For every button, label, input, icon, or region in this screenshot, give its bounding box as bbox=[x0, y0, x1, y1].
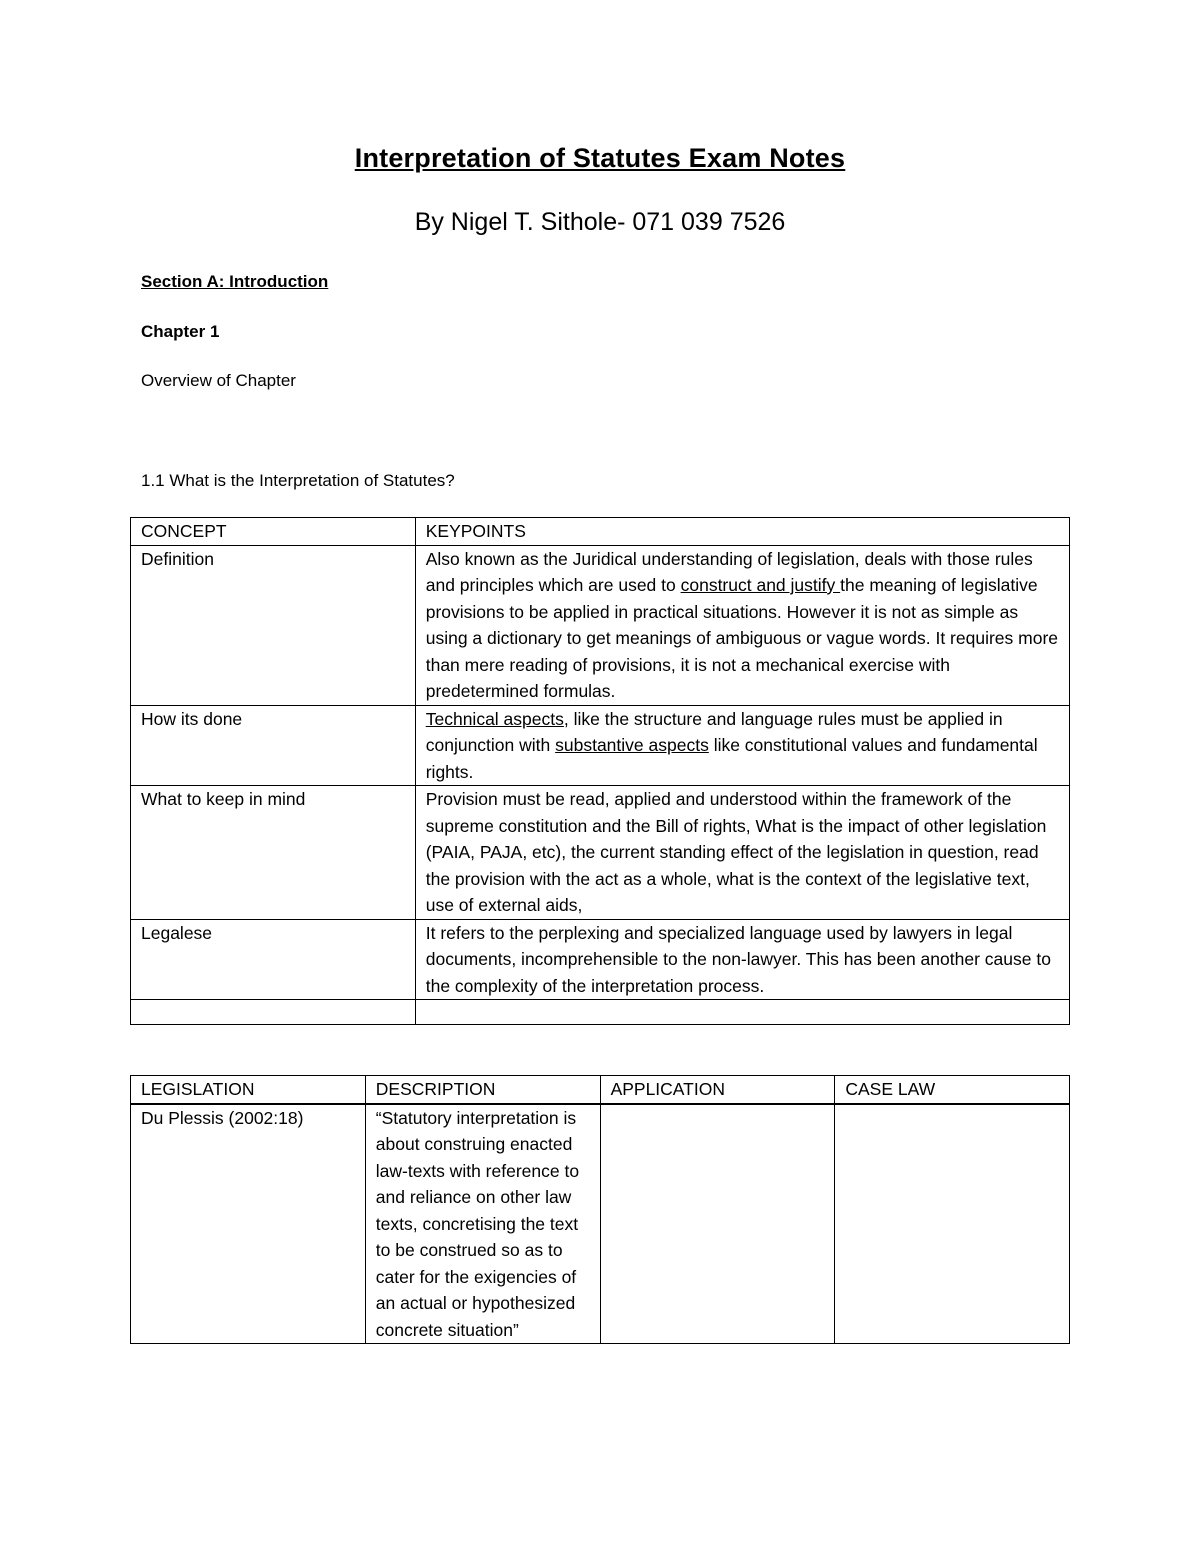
chapter-heading: Chapter 1 bbox=[141, 322, 220, 341]
page-title: Interpretation of Statutes Exam Notes bbox=[354, 143, 846, 173]
keypoints-underlined: Technical aspects bbox=[425, 708, 564, 729]
empty-cell bbox=[131, 1000, 416, 1025]
keypoints-text: Also known as the Juridical understanding of legislation, deals with those rules and principles which are used to bbox=[425, 548, 1033, 595]
keypoints-text: like constitutional values and fundamental rights. bbox=[425, 735, 1038, 782]
table-header-row bbox=[131, 518, 1070, 546]
description-cell: “Statutory interpretation is about construing enacted law-texts with reference to and reliance on other law texts, concretising the text to be construed so as to cater for the exigencies of an actual or hypothesized concrete situation” bbox=[365, 1104, 600, 1344]
keypoints-underlined: construct and justify bbox=[680, 575, 841, 595]
keypoints-cell: Provision must be read, applied and understood within the framework of the supreme constitution and the Bill of rights, What is the impact of other legislation (PAIA, PAJA, etc), the current standing effect of the legislation in question, read the provision with the act as a whole, what is the context of the legislative text, use of external aids, bbox=[415, 786, 1069, 920]
table-header-row bbox=[131, 1076, 1070, 1104]
concept-cell: Definition bbox=[131, 545, 416, 705]
keypoints-cell bbox=[415, 705, 1069, 786]
author-line: By Nigel T. Sithole- 071 039 7526 bbox=[414, 208, 786, 236]
concept-cell: How its done bbox=[131, 705, 416, 786]
overview-label: Overview of Chapter bbox=[141, 371, 296, 390]
table-row bbox=[131, 919, 1070, 1000]
column-header-concept: CONCEPT bbox=[131, 518, 416, 546]
concept-cell: Legalese bbox=[131, 919, 416, 1000]
table-row bbox=[131, 545, 1070, 705]
keypoints-text: , like the structure and language rules must be applied in conjunction with bbox=[425, 708, 1003, 755]
column-header-case-law: CASE LAW bbox=[835, 1076, 1070, 1104]
keypoints-cell: It refers to the perplexing and specialized language used by lawyers in legal documents, incomprehensible to the non-lawyer. This has been another cause to the complexity of the interpretation process. bbox=[415, 919, 1069, 1000]
column-header-description: DESCRIPTION bbox=[365, 1076, 600, 1104]
concept-cell: What to keep in mind bbox=[131, 786, 416, 920]
table-row bbox=[131, 1104, 1070, 1344]
column-header-keypoints: KEYPOINTS bbox=[415, 518, 1069, 546]
keypoints-underlined: substantive aspects bbox=[555, 735, 709, 755]
subsection-heading: 1.1 What is the Interpretation of Statutes? bbox=[141, 471, 455, 490]
keypoints-cell bbox=[415, 545, 1069, 705]
table-row bbox=[131, 786, 1070, 920]
table-row bbox=[131, 705, 1070, 786]
empty-table-row bbox=[131, 1000, 1070, 1025]
section-heading: Section A: Introduction bbox=[141, 272, 329, 291]
column-header-legislation: LEGISLATION bbox=[131, 1076, 366, 1104]
legislation-table bbox=[130, 1075, 1070, 1344]
keypoints-text: the meaning of legislative provisions to be applied in practical situations. However it is not as simple as using a dictionary to get meanings of ambiguous or vague words. It requires more than mere reading of provisions, it is not a mechanical exercise with predetermined formulas. bbox=[425, 575, 1059, 701]
empty-cell bbox=[415, 1000, 1069, 1025]
column-header-application: APPLICATION bbox=[600, 1076, 835, 1104]
case-law-cell bbox=[835, 1104, 1070, 1344]
legislation-cell: Du Plessis (2002:18) bbox=[131, 1104, 366, 1344]
application-cell bbox=[600, 1104, 835, 1344]
concept-table bbox=[130, 517, 1070, 1025]
